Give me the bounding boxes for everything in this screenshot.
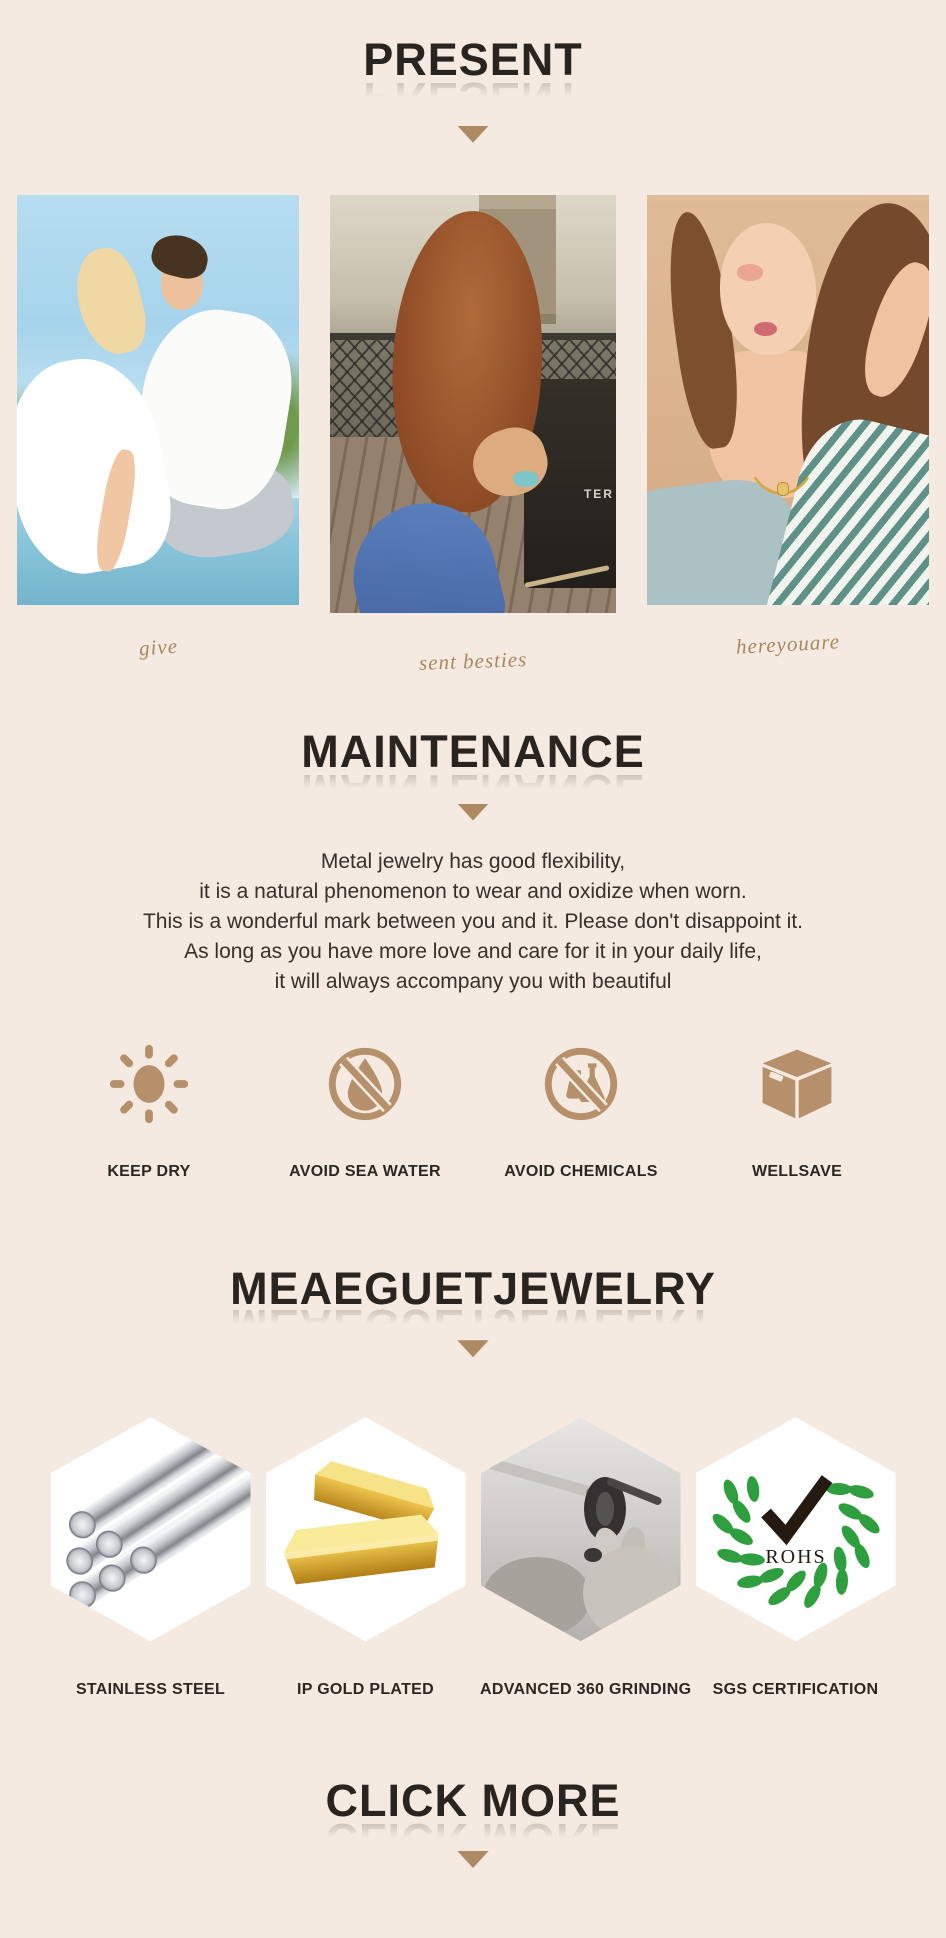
feature-ip-gold-plated: [265, 1417, 466, 1699]
photo-column-hereyouare: [647, 195, 929, 657]
present-title: PRESENT: [363, 34, 583, 85]
down-triangle-icon: [456, 1851, 490, 1868]
storage-box-icon: [689, 1043, 905, 1125]
click-more-section-header: [0, 1775, 946, 1827]
no-sea-water-icon: [257, 1043, 473, 1125]
maintenance-section-header: [0, 726, 946, 778]
down-triangle-icon: [456, 1340, 490, 1357]
down-triangle-icon: [456, 804, 490, 821]
photo-caption: hereyouare: [735, 629, 841, 659]
model-wearing-jewelry-photo: [647, 195, 929, 605]
care-label: WELLSAVE: [751, 1162, 843, 1180]
photo-strip: [0, 195, 946, 674]
photo-column-give: [17, 195, 299, 660]
care-label: AVOID CHEMICALS: [504, 1162, 658, 1180]
feature-advanced-grinding: [480, 1417, 692, 1699]
maintenance-paragraph: [53, 847, 893, 997]
no-chemicals-icon: [473, 1043, 689, 1125]
feature-label: SGS CERTIFICATION: [712, 1681, 879, 1699]
care-label: KEEP DRY: [107, 1162, 191, 1180]
care-item-wellsave: [689, 1043, 905, 1181]
brand-title: MEAEGUETJEWELRY: [230, 1262, 716, 1314]
paragraph-line: As long as you have more love and care for it in your daily life,: [184, 939, 762, 963]
care-item-avoid-chemicals: [473, 1043, 689, 1181]
feature-label: IP GOLD PLATED: [297, 1681, 434, 1699]
paragraph-line: Metal jewelry has good flexibility,: [320, 849, 626, 873]
maintenance-title: MAINTENANCE: [301, 725, 645, 777]
holding-hands-bridge-photo: [330, 195, 616, 613]
couple-on-boat-photo: [17, 195, 299, 605]
feature-sgs-certification: [695, 1417, 896, 1699]
click-more-title[interactable]: CLICK MORE: [325, 1775, 621, 1827]
feature-label: STAINLESS STEEL: [75, 1681, 226, 1699]
photo-caption: sent besties: [418, 646, 528, 675]
care-label: AVOID SEA WATER: [289, 1162, 441, 1180]
brand-section-header: [0, 1263, 946, 1315]
present-section-header: [0, 34, 946, 86]
paragraph-line: it will always accompany you with beautiful: [274, 969, 672, 993]
rohs-badge-text: ROHS: [764, 1546, 827, 1569]
feature-label: ADVANCED 360 GRINDING: [480, 1681, 692, 1699]
down-triangle-icon: [456, 126, 490, 143]
sun-icon: [41, 1043, 257, 1125]
grinding-craftsman-image: [481, 1417, 681, 1641]
care-icons-row: [0, 1043, 946, 1181]
rohs-laurel-badge: [696, 1417, 896, 1641]
care-item-avoid-sea-water: [257, 1043, 473, 1181]
gold-bars-image: [266, 1417, 466, 1641]
paragraph-line: it is a natural phenomenon to wear and oxidize when worn.: [199, 879, 747, 903]
care-item-keep-dry: [41, 1043, 257, 1181]
photo-caption: give: [137, 633, 179, 661]
features-row: [0, 1417, 946, 1699]
paragraph-line: This is a wonderful mark between you and it. Please don't disappoint it.: [142, 909, 804, 933]
photo-column-besties: [330, 195, 616, 674]
feature-stainless-steel: [50, 1417, 251, 1699]
stainless-steel-rods-image: [51, 1417, 251, 1641]
bin-text: TER: [583, 487, 614, 502]
